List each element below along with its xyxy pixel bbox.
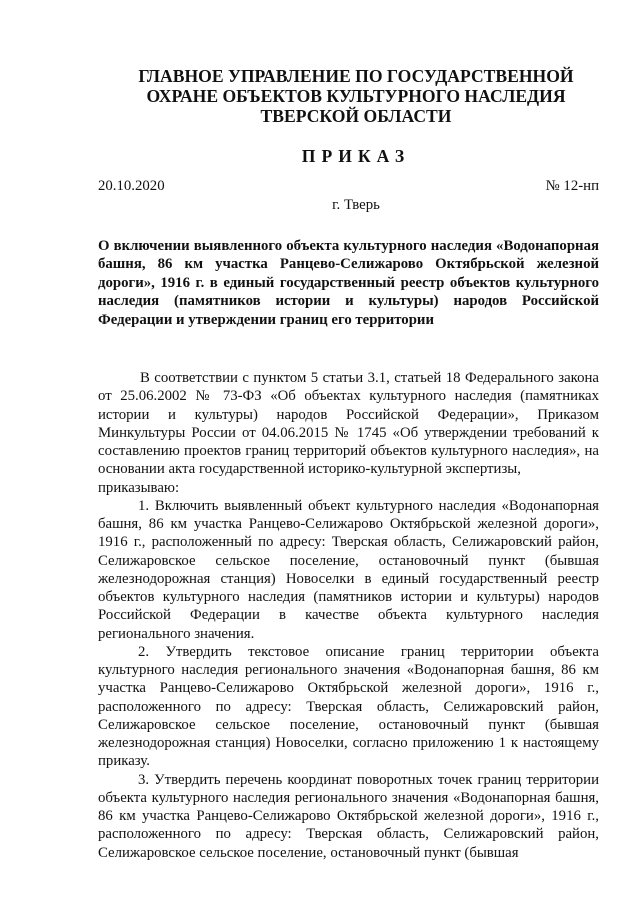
order-item-3: 3. Утвердить перечень координат поворотных точек границ территории объекта культурного наследия регионального значения «Водонапорная башня, 86 км участка Ранцево-Селижарово Октябрьской железной дороги», 1916 г., расположенного по адресу: Тверская область, Селижаровский район, Селижаровское сельское поселение, остановочный пункт (бывшая xyxy=(98,771,599,861)
preamble-paragraph: В соответствии с пунктом 5 статьи 3.1, статьей 18 Федерального закона от 25.06.2002 № 73-ФЗ «Об объектах культурного наследия (памятниках истории и культуры) народов Российской Федерации», Приказом Минкультуры России от 04.06.2015 № 1745 «Об утверждении требований к составлению проектов границ территорий объектов культурного наследия», на основании акта государственной историко-культурной экспертизы, xyxy=(98,370,599,478)
document-number: № 12-нп xyxy=(545,178,599,194)
organization-title-line-1: ГЛАВНОЕ УПРАВЛЕНИЕ ПО ГОСУДАРСТВЕННОЙ xyxy=(138,66,574,86)
document-type: ПРИКАЗ xyxy=(301,146,411,166)
order-item-1: 1. Включить выявленный объект культурного наследия «Водонапорная башня, 86 км участка Ранцево-Селижарово Октябрьской железной дороги», 1916 г., расположенный по адресу: Тверская область, Селижаровский район, Селижаровское сельское поселение, остановочный пункт (бывшая железнодорожная станция) Новоселки в единый государственный реестр объектов культурного наследия (памятников истории и культуры) народов Российской Федерации в качестве объекта культурного наследия регионального значения. xyxy=(98,497,599,642)
decree-word: приказываю: xyxy=(98,479,180,496)
order-item-2: 2. Утвердить текстовое описание границ территории объекта культурного наследия регионального значения «Водонапорная башня, 86 км участка Ранцево-Селижарово Октябрьской железной дороги», 1916 г., расположенного по адресу: Тверская область, Селижаровский район, Селижаровское сельское поселение, остановочный пункт (бывшая железнодорожная станция) Новоселки, согласно приложению 1 к настоящему приказу. xyxy=(98,643,599,770)
organization-title xyxy=(96,66,616,126)
organization-title-line-3: ТВЕРСКОЙ ОБЛАСТИ xyxy=(260,106,452,126)
document-date: 20.10.2020 xyxy=(98,178,165,194)
organization-title-line-2: ОХРАНЕ ОБЪЕКТОВ КУЛЬТУРНОГО НАСЛЕДИЯ xyxy=(146,86,566,106)
document-city: г. Тверь xyxy=(332,197,380,213)
document-body xyxy=(98,369,599,862)
document-subject: О включении выявленного объекта культурного наследия «Водонапорная башня, 86 км участка Ранцево-Селижарово Октябрьской железной дороги», 1916 г. в единый государственный реестр объектов культурного наследия (памятников истории и культуры) народов Российской Федерации и утверждении границ его территории xyxy=(98,238,599,328)
